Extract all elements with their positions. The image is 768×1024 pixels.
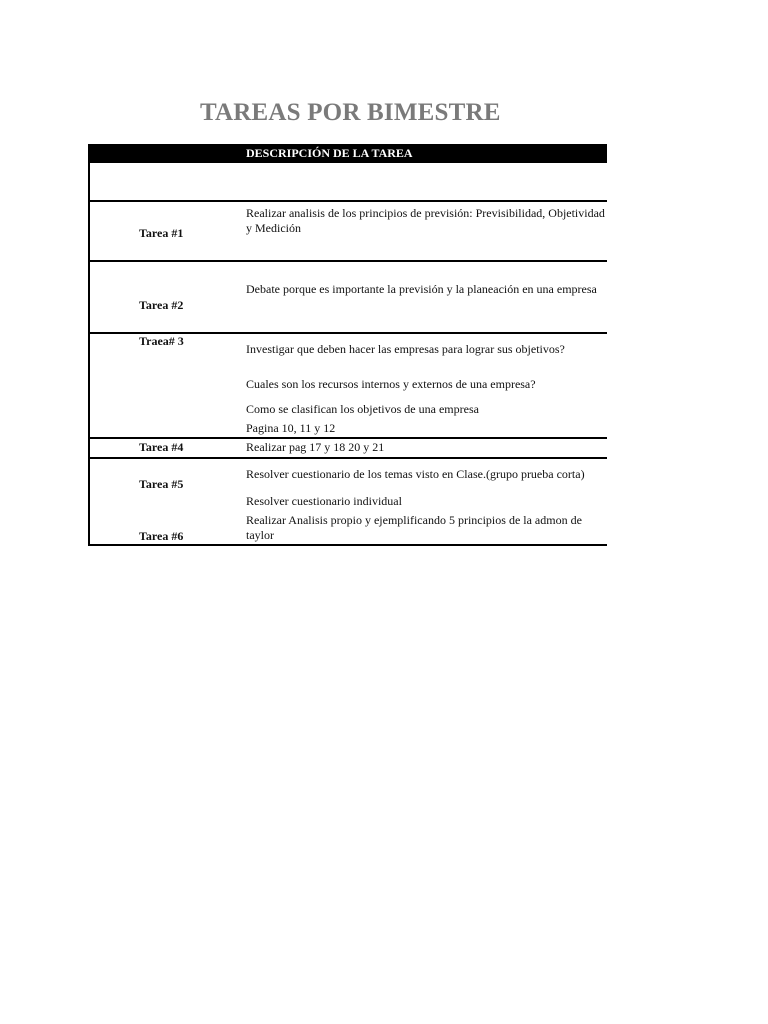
task-description: Realizar analisis de los principios de previsión: Previsibilidad, Objetividad y Medición bbox=[246, 206, 605, 235]
row-divider bbox=[89, 457, 607, 459]
task-label: Tarea #1 bbox=[139, 226, 184, 240]
task-description: Pagina 10, 11 y 12 bbox=[246, 421, 336, 435]
task-description: Resolver cuestionario individual bbox=[246, 494, 402, 508]
table-header-description: DESCRIPCIÓN DE LA TAREA bbox=[246, 146, 413, 160]
task-label: Tarea #2 bbox=[139, 298, 184, 312]
table-left-border bbox=[88, 144, 90, 546]
row-divider bbox=[89, 200, 607, 202]
task-description: Cuales son los recursos internos y externos de una empresa? bbox=[246, 377, 536, 391]
task-description: Debate porque es importante la previsión y la planeación en una empresa bbox=[246, 282, 597, 296]
task-description: Investigar que deben hacer las empresas para lograr sus objetivos? bbox=[246, 342, 565, 356]
task-description: Resolver cuestionario de los temas visto en Clase.(grupo prueba corta) bbox=[246, 467, 585, 481]
task-description: Realizar Analisis propio y ejemplificando 5 principios de la admon de taylor bbox=[246, 513, 582, 542]
task-label: Traea# 3 bbox=[139, 334, 184, 348]
task-description: Realizar pag 17 y 18 20 y 21 bbox=[246, 440, 385, 454]
row-divider bbox=[89, 260, 607, 262]
table-header-bar bbox=[89, 144, 607, 163]
page-title: TAREAS POR BIMESTRE bbox=[200, 99, 501, 126]
task-label: Tarea #6 bbox=[139, 529, 184, 543]
table-bottom-border bbox=[89, 544, 607, 546]
task-description: Como se clasifican los objetivos de una empresa bbox=[246, 402, 479, 416]
row-divider bbox=[89, 437, 607, 439]
task-label: Tarea #5 bbox=[139, 477, 184, 491]
task-label: Tarea #4 bbox=[139, 440, 184, 454]
